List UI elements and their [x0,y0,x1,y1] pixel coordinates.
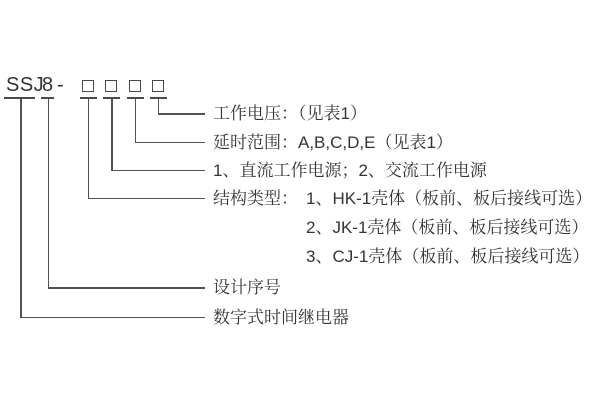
code-box-working-voltage [152,80,164,92]
model-series-text: SSJ [6,74,45,96]
label-delay-range: 延时范围：A,B,C,D,E（见表1） [213,132,453,152]
model-design-number-text: 8 [42,74,54,96]
connector-horizontal-structure-type [88,198,206,200]
label-structure-option-2: 2、JK-1壳体（板前、板后接线可选） [306,217,589,237]
model-separator-dash: - [57,74,65,96]
label-power-source: 1、直流工作电源；2、交流工作电源 [213,160,487,180]
connector-horizontal-design-serial [48,287,206,289]
code-box-structure-type [82,80,94,92]
connector-horizontal-delay-range [135,142,206,144]
connector-vertical-design-serial [48,99,50,288]
connector-horizontal-product-name [20,317,205,319]
code-box-delay-range [129,80,141,92]
label-design-serial: 设计序号 [213,278,281,297]
connector-vertical-working-voltage [158,99,160,114]
connector-vertical-structure-type [88,99,90,199]
label-structure-option-1: 1、HK-1壳体（板前、板后接线可选） [306,188,593,208]
code-box-power-source [105,80,117,92]
connector-vertical-delay-range [135,99,137,143]
connector-vertical-product-name [20,99,22,318]
label-product-name: 数字式时间继电器 [213,307,349,327]
connector-vertical-power-source [111,99,113,171]
label-working-voltage: 工作电压：（见表1） [213,104,367,123]
connector-horizontal-power-source [111,170,205,172]
connector-horizontal-working-voltage [158,113,206,115]
label-structure-type: 结构类型： [213,188,298,208]
label-structure-option-3: 3、CJ-1壳体（板前、板后接线可选） [306,246,590,266]
